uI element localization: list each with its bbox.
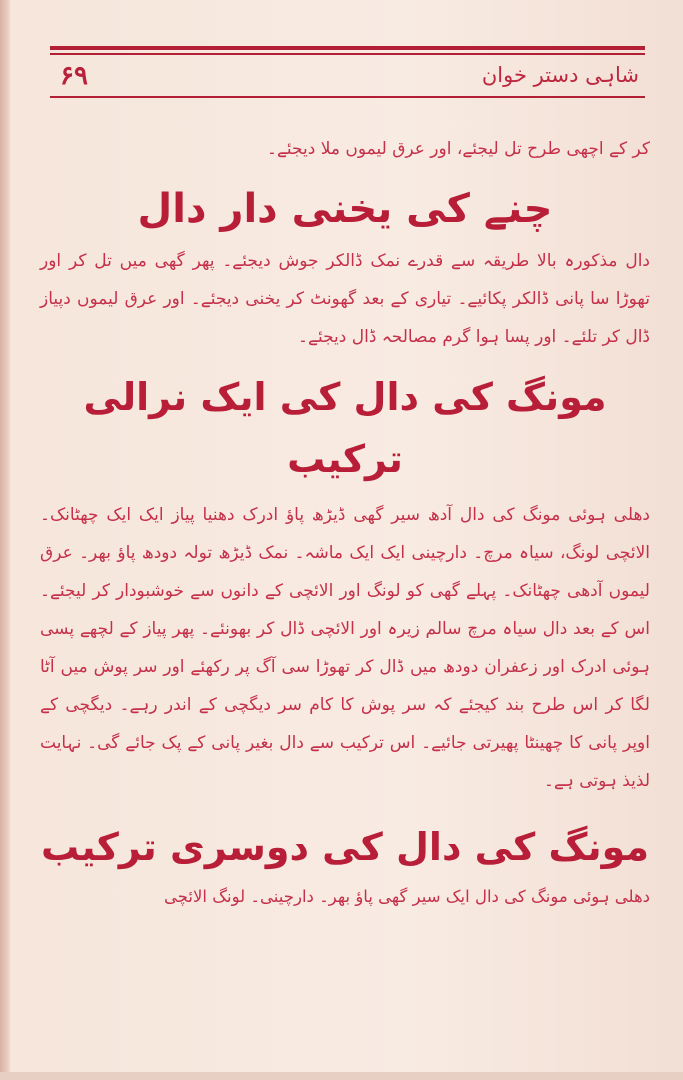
section-title-chana-dal: چنے کی یخنی دار دال <box>137 186 553 232</box>
running-title: شاہی دستر خوان <box>481 63 639 87</box>
section-title-moong-dal-second: مونگ کی دال کی دوسری ترکیب <box>41 825 649 869</box>
page-binding-edge <box>0 0 10 1080</box>
page-content <box>40 130 650 916</box>
section-body-moong-dal-unique: دھلی ہوئی مونگ کی دال آدھ سیر گھی ڈیڑھ پاؤ ادرک دھنیا پیاز ایک ایک چھٹانک۔ الائچی لونگ، سیاہ مرچ۔ دارچینی ایک ایک ماشہ۔ نمک ڈیڑھ تولہ دودھ پاؤ بھر۔ عرق لیموں آدھی چھٹانک۔ پہلے گھی کو لونگ اور الائچی کے دانوں سے خوشبودار کر لیجئے۔ اس کے بعد دال سیاہ مرچ سالم زیرہ اور الائچی ڈال کر بھونئے۔ پھر پیاز کے لچھے پسی ہوئی ادرک اور زعفران دودھ میں ڈال کر تھوڑا سی آگ پر رکھئے اور سر پوش میں آٹا لگا کر اس طرح بند کیجئے کہ سر پوش کا کام سر دیگچی کے اندر رہے۔ دیگچی کے اوپر پانی کا چھینٹا پھیرتی جائیے۔ اس ترکیب سے دال بغیر پانی کے پک جائے گی۔ نہایت لذیذ ہوتی ہے۔ <box>40 505 650 791</box>
page-bottom-edge <box>0 1072 683 1080</box>
header-rule-bottom <box>50 96 645 98</box>
page-header <box>50 42 645 100</box>
header-rule-top-thin <box>50 53 645 55</box>
section-title-moong-dal-unique: مونگ کی دال کی ایک نرالی ترکیب <box>83 375 607 481</box>
intro-line: کر کے اچھی طرح تل لیجئے، اور عرق لیموں ملا دیجئے۔ <box>267 139 650 159</box>
header-rule-top <box>50 46 645 50</box>
section-body-moong-dal-second: دھلی ہوئی مونگ کی دال ایک سیر گھی پاؤ بھر۔ دارچینی۔ لونگ الائچی <box>164 887 650 906</box>
section-body-chana-dal: دال مذکورہ بالا طریقہ سے قدرے نمک ڈالکر جوش دیجئے۔ پھر گھی میں تل کر اور تھوڑا سا پانی ڈالکر پکائیے۔ تیاری کے بعد گھونٹ کر یخنی دیجئے۔ اور عرق لیموں دپیاز ڈال کر تلئے۔ اور پسا ہوا گرم مصالحہ ڈال دیجئے۔ <box>40 251 650 347</box>
page-number: ۶۹ <box>60 61 88 91</box>
